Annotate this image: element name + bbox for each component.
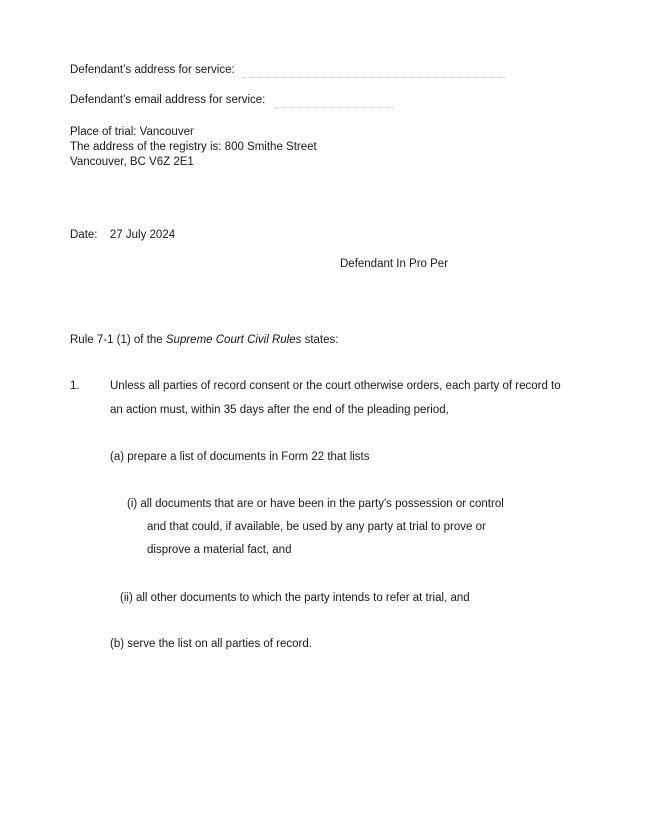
rule-subitem-i-line3: disprove a material fact, and [147, 544, 292, 556]
date-label: Date: [70, 229, 98, 241]
rule-subitem-a: (a) prepare a list of documents in Form 22 that lists [110, 451, 370, 463]
rule-intro-italic: Supreme Court Civil Rules [165, 334, 302, 346]
registry-address-line1: The address of the registry is: 800 Smithe Street [70, 141, 317, 153]
registry-address-line2: Vancouver, BC V6Z 2E1 [70, 156, 194, 168]
date-value: 27 July 2024 [109, 229, 176, 241]
rule-subitem-b: (b) serve the list on all parties of record. [110, 638, 312, 650]
rule-intro-suffix: states: [301, 334, 339, 346]
rule-subitem-i-line1: (i) all documents that are or have been in the party's possession or control [127, 498, 504, 510]
place-of-trial: Place of trial: Vancouver [70, 126, 194, 138]
email-for-service-label: Defendant’s email address for service: [70, 94, 266, 106]
address-for-service-blank [243, 77, 505, 78]
rule-intro [70, 333, 338, 348]
rule-item-line1: Unless all parties of record consent or the court otherwise orders, each party of record to [110, 380, 561, 392]
rule-item-line2: an action must, within 35 days after the end of the pleading period, [110, 404, 449, 416]
rule-intro-prefix: Rule 7-1 (1) of the [70, 334, 166, 346]
date-line [70, 228, 175, 243]
signature-title: Defendant In Pro Per [340, 258, 449, 270]
email-for-service-blank [275, 107, 393, 108]
rule-item-number: 1. [70, 380, 80, 392]
rule-subitem-i-line2: and that could, if available, be used by any party at trial to prove or [147, 521, 486, 533]
address-for-service-label: Defendant’s address for service: [70, 64, 235, 76]
rule-subitem-ii: (ii) all other documents to which the party intends to refer at trial, and [120, 592, 470, 604]
